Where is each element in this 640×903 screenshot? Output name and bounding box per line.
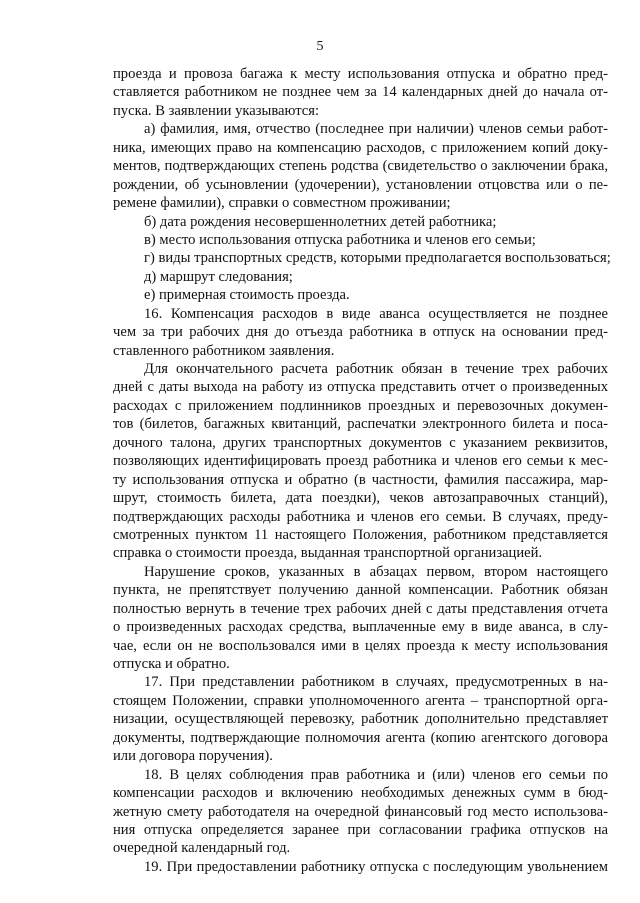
text-line: 17. При представлении работником в случаях, предусмотренных в на- [144, 674, 608, 691]
text-line: 16. Компенсация расходов в виде аванса осуществляется не позднее [144, 305, 608, 322]
text-line: о произведенных расходах средства, выплаченные ему в виде аванса, в слу- [113, 619, 608, 636]
text-line: чае, если он не воспользовался ими в целях проезда к месту использования [113, 637, 608, 654]
text-line: справка о стоимости проезда, выданная транспортной организацией. [113, 545, 543, 562]
document-body [113, 65, 611, 876]
text-line: дочного талона, других транспортных документов с указанием реквизитов, [113, 434, 608, 451]
text-line: ставленного работником заявления. [113, 342, 335, 359]
text-line: рождении, об усыновлении (удочерении), установлении отцовства или о пе- [113, 176, 608, 193]
page-number: 5 [316, 39, 324, 54]
text-line: ремене фамилии), справки о совместном проживании; [113, 195, 451, 212]
text-line: позволяющих идентифицировать проезд работника и членов его семьи к мес- [113, 453, 608, 470]
text-line: в) место использования отпуска работника и членов его семьи; [144, 231, 536, 248]
text-line: тов (билетов, багажных квитанций, распечатки электронного билета и поса- [113, 416, 608, 433]
text-line: 18. В целях соблюдения прав работника и (или) членов его семьи по [144, 766, 608, 783]
text-line: д) маршрут следования; [144, 268, 293, 285]
text-line: подтверждающих расходы работника и членов его семьи. В случаях, преду- [113, 508, 608, 525]
text-line: ния отпуска определяется заранее при согласовании графика отпусков на [113, 821, 608, 838]
text-line: отпуска и обратно. [113, 656, 230, 672]
text-line: Нарушение сроков, указанных в абзацах первом, втором настоящего [144, 563, 608, 580]
text-line: ставляется работником не позднее чем за 14 календарных дней до начала от- [113, 84, 608, 101]
text-line: а) фамилия, имя, отчество (последнее при наличии) членов семьи работ- [144, 121, 608, 138]
text-line: ника, имеющих право на компенсацию расходов, с приложением копий доку- [113, 139, 608, 156]
text-line: ту использования отпуска и обратно (в частности, фамилия пассажира, мар- [113, 471, 608, 488]
text-line: дней с даты выхода на работу из отпуска представить отчет о произведенных [113, 379, 608, 396]
text-line: Для окончательного расчета работник обязан в течение трех рабочих [144, 361, 608, 377]
text-line: проезда и провоза багажа к месту использования отпуска и обратно пред- [113, 66, 608, 82]
text-line: пункта, не препятствует получению данной компенсации. Работник обязан [113, 582, 608, 599]
text-line: чем за три рабочих дня до отъезда работника в отпуск на основании пред- [113, 324, 608, 341]
text-line: 19. При предоставлении работнику отпуска с последующим увольнением [144, 858, 608, 875]
text-line: документы, подтверждающие полномочия агента (копию агентского договора [113, 729, 608, 746]
text-line: е) примерная стоимость проезда. [144, 287, 350, 304]
text-line: ментов, подтверждающих степень родства (свидетельство о заключении брака, [113, 158, 608, 175]
text-line: очередной календарный год. [113, 840, 291, 857]
text-line: шрут, стоимость билета, дата поездки), чеков автозаправочных станций), [113, 490, 608, 507]
text-line: жетную смету работодателя на очередной финансовый год место использова- [113, 803, 608, 820]
text-line: пуска. В заявлении указываются: [113, 102, 320, 119]
text-line: б) дата рождения несовершеннолетних детей работника; [144, 213, 497, 230]
text-line: смотренных пунктом 11 настоящего Положения, работником представляется [113, 526, 608, 543]
text-line: г) виды транспортных средств, которыми предполагается воспользоваться; [144, 250, 611, 267]
text-line: расходах с приложением подлинников проездных и перевозочных докумен- [113, 397, 608, 414]
text-line: или договора поручения). [113, 748, 273, 765]
text-line: стоящем Положении, справки уполномоченного агента – транспортной орга- [113, 692, 608, 709]
text-line: низации, осуществляющей перевозку, работник дополнительно представляет [113, 711, 608, 728]
text-line: компенсации расходов и включению необходимых денежных сумм в бюд- [113, 785, 608, 802]
text-line: полностью вернуть в течение трех рабочих дней с даты представления отчета [113, 600, 608, 617]
